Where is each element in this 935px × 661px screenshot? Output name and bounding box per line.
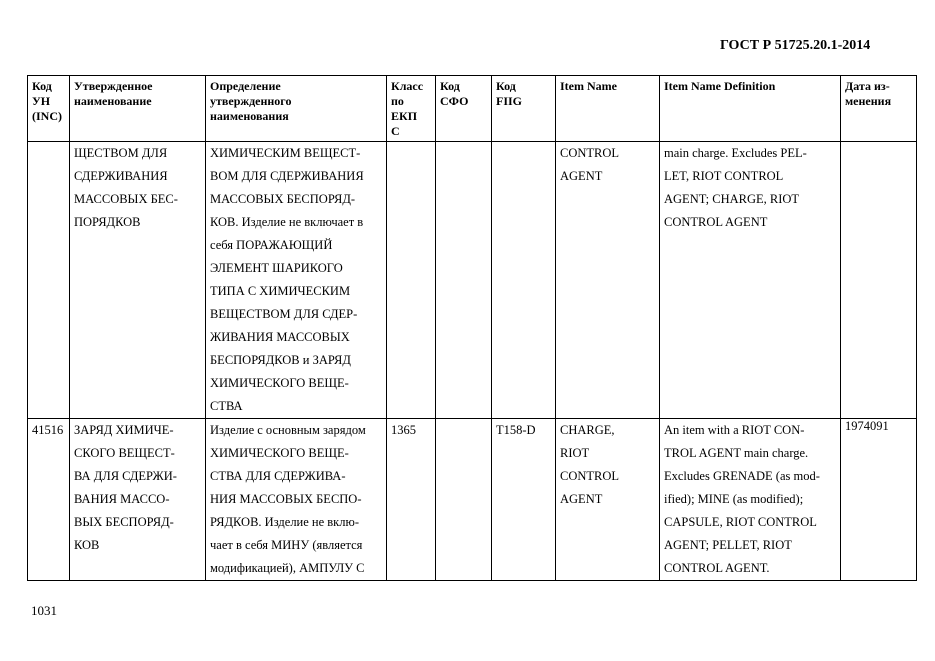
cell-line: НИЯ МАССОВЫХ БЕСПО- [210,492,362,506]
cell-line: модификацией), АМПУЛУ С [210,561,365,575]
cell-line: ified); MINE (as modified); [664,492,804,506]
cell-line: КОВ [74,538,100,552]
header-line: по [391,94,404,108]
cell-line: БЕСПОРЯДКОВ и ЗАРЯД [210,353,351,367]
cell-line: CONTROL AGENT [664,215,768,229]
item-name-definition-cell [660,142,841,419]
cell-line: Изделие с основным зарядом [210,423,366,437]
header-change-date [841,76,917,142]
cell-line: 1365 [391,423,416,437]
cell-line: CONTROL AGENT. [664,561,770,575]
header-item-name [556,76,660,142]
header-inc-code [28,76,70,142]
header-line: утвержденного [210,94,292,108]
header-line: Определение [210,79,281,93]
header-line: Item Name [560,79,617,93]
header-line: наименования [210,109,289,123]
cell-line: ХИМИЧЕСКИМ ВЕЩЕСТ- [210,146,361,160]
cell-line: ЖИВАНИЯ МАССОВЫХ [210,330,350,344]
cell-line: main charge. Excludes PEL- [664,146,807,160]
cell-line: ЩЕСТВОМ ДЛЯ [74,146,168,160]
cell-line: чает в себя МИНУ (является [210,538,363,552]
cell-line: ВЕЩЕСТВОМ ДЛЯ СДЕР- [210,307,358,321]
cell-line: ТИПА С ХИМИЧЕСКИМ [210,284,351,298]
cell-line: СКОГО ВЕЩЕСТ- [74,446,175,460]
header-approved-name [70,76,206,142]
item-name-cell [556,142,660,419]
fiig-code-cell [492,142,556,419]
name-definition-cell [206,419,387,581]
inc-code-cell [28,419,70,581]
cell-line: ВЫХ БЕСПОРЯД- [74,515,174,529]
header-line: Утвержденное [74,79,153,93]
cell-line: МАССОВЫХ БЕС- [74,192,178,206]
header-row [28,76,917,142]
header-line: ЕКП [391,109,418,123]
header-line: С [391,124,400,138]
cell-line: МАССОВЫХ БЕСПОРЯД- [210,192,356,206]
sfo-code-cell [436,142,492,419]
cell-line: CONTROL [560,469,620,483]
cell-line: СТВА [210,399,243,413]
header-sfo-code [436,76,492,142]
cell-line: ВА ДЛЯ СДЕРЖИ- [74,469,177,483]
change-date-cell [841,142,917,419]
name-definition-cell [206,142,387,419]
table-header [28,76,917,142]
header-line: Дата из- [845,79,890,93]
classification-table [27,75,917,581]
header-name-definition [206,76,387,142]
page-number: 1031 [31,603,57,618]
cell-line: ВАНИЯ МАССО- [74,492,170,506]
cell-line: СТВА ДЛЯ СДЕРЖИВА- [210,469,346,483]
cell-line: CHARGE, [560,423,615,437]
header-line: Код [32,79,52,93]
cell-line: AGENT [560,492,603,506]
cell-line: CONTROL [560,146,620,160]
header-line: наименование [74,94,152,108]
header-line: Код [496,79,516,93]
table-row [28,419,917,581]
approved-name-cell [70,142,206,419]
cell-line: 1974091 [845,419,889,433]
change-date-cell [841,419,917,581]
cell-line: Excludes GRENADE (as mod- [664,469,820,483]
sfo-code-cell [436,419,492,581]
cell-line: ХИМИЧЕСКОГО ВЕЩЕ- [210,376,349,390]
cell-line: СДЕРЖИВАНИЯ [74,169,168,183]
header-ekps-class [387,76,436,142]
cell-line: КОВ. Изделие не включает в [210,215,364,229]
header-line: Класс [391,79,424,93]
inc-code-cell [28,142,70,419]
cell-line: AGENT; PELLET, RIOT [664,538,792,552]
header-line: (INC) [32,109,62,123]
header-line: Код [440,79,460,93]
item-name-definition-cell [660,419,841,581]
header-line: УН [32,94,51,108]
ekps-class-cell [387,419,436,581]
header-line: Item Name Definition [664,79,776,93]
header-line: СФО [440,94,469,108]
header-item-name-definition [660,76,841,142]
table-body [28,142,917,581]
cell-line: ХИМИЧЕСКОГО ВЕЩЕ- [210,446,349,460]
cell-line: RIOT [560,446,590,460]
item-name-cell [556,419,660,581]
header-line: менения [845,94,892,108]
cell-line: T158-D [496,423,536,437]
cell-line: AGENT [560,169,603,183]
cell-line: AGENT; CHARGE, RIOT [664,192,800,206]
header-line: FIIG [496,94,523,108]
ekps-class-cell [387,142,436,419]
cell-line: TROL AGENT main charge. [664,446,809,460]
approved-name-cell [70,419,206,581]
cell-line: РЯДКОВ. Изделие не вклю- [210,515,359,529]
cell-line: 41516 [32,423,64,437]
cell-line: ПОРЯДКОВ [74,215,141,229]
header-fiig-code [492,76,556,142]
cell-line: ЭЛЕМЕНТ ШАРИКОГО [210,261,343,275]
cell-line: ВОМ ДЛЯ СДЕРЖИВАНИЯ [210,169,364,183]
cell-line: CAPSULE, RIOT CONTROL [664,515,817,529]
table-row [28,142,917,419]
cell-line: An item with a RIOT CON- [664,423,805,437]
cell-line: ЗАРЯД ХИМИЧЕ- [74,423,174,437]
fiig-code-cell [492,419,556,581]
cell-line: LET, RIOT CONTROL [664,169,784,183]
cell-line: себя ПОРАЖАЮЩИЙ [210,238,333,252]
document-title: ГОСТ Р 51725.20.1-2014 [720,38,871,53]
